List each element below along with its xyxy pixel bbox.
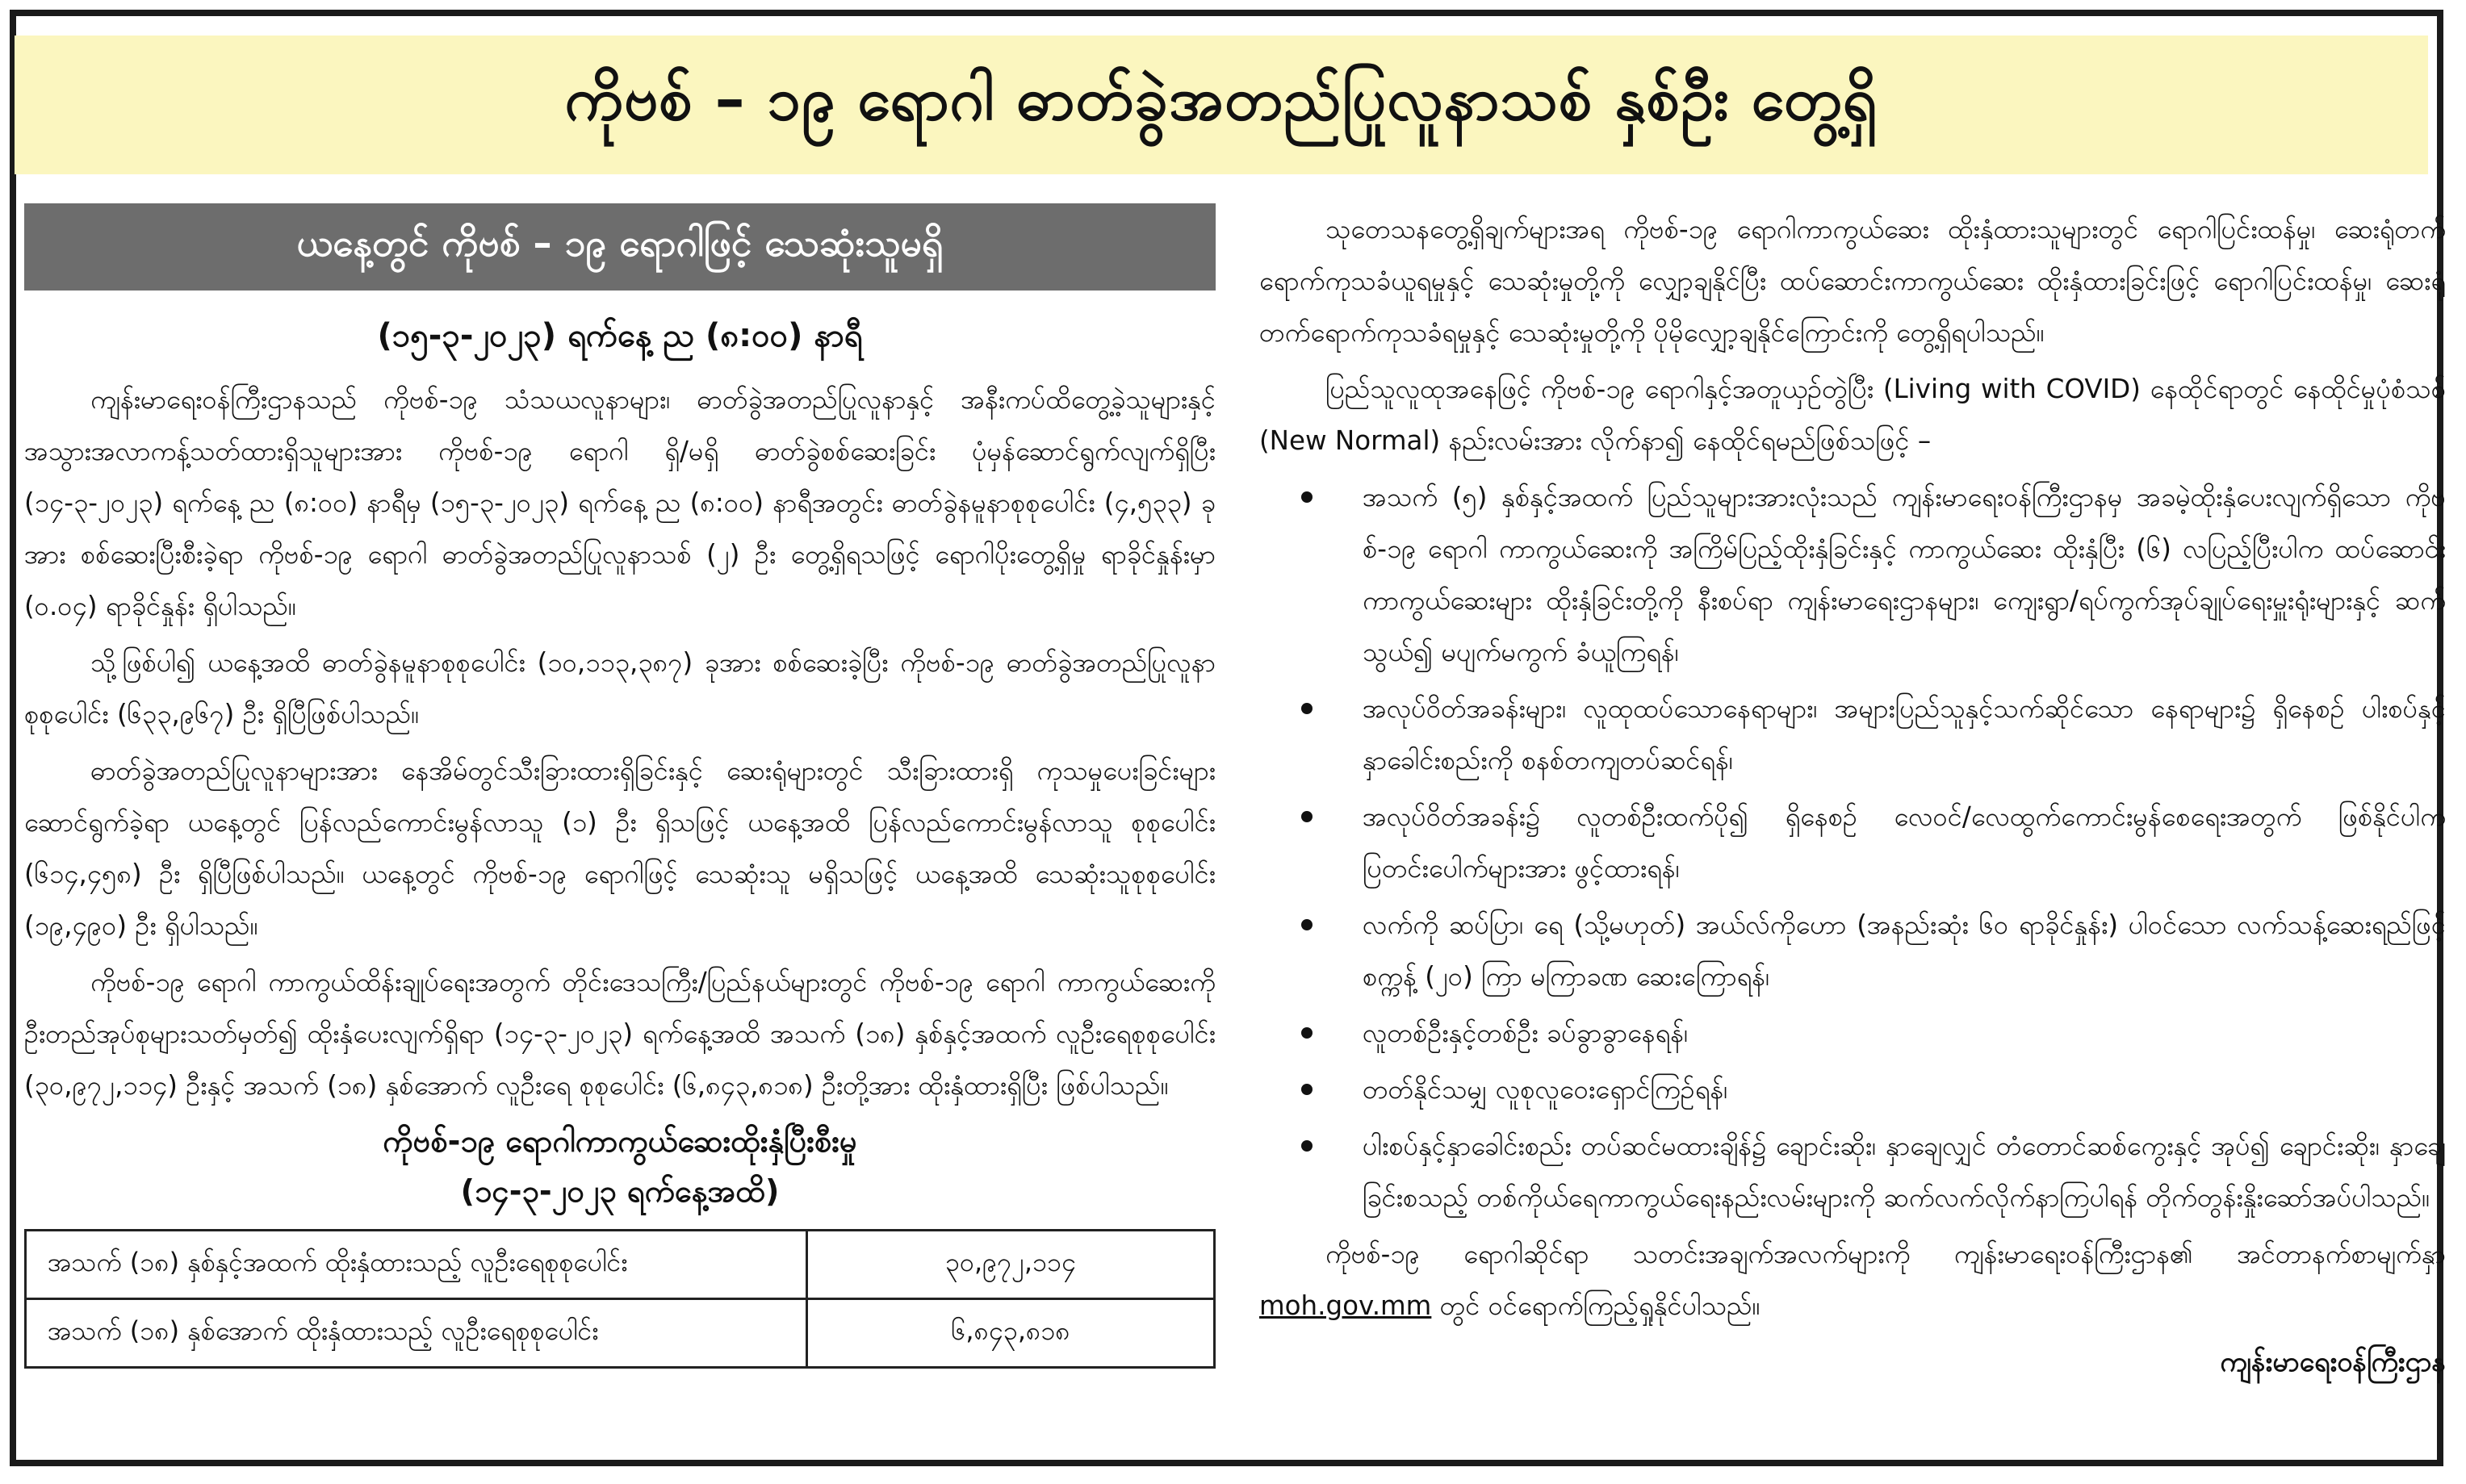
list-item: အလုပ်ဝိတ်အခန်း၌ လူတစ်ဦးထက်ပို၍ ရှိနေစဉ် လေဝင်/လေထွက်ကောင်းမွန်စေရေးအတွက် ဖြစ်နိုင်ပါက ပြတင်းပေါက်များအား ဖွင့်ထားရန်၊ [1259, 791, 2446, 894]
headline-banner [15, 36, 2428, 174]
right-column [1259, 203, 2446, 1454]
paragraph-recoveries: ဓာတ်ခွဲအတည်ပြုလူနာများအား နေအိမ်တွင်သီးခြားထားရှိခြင်းနှင့် ဆေးရုံများတွင် သီးခြားထားရှိ ကုသမှုပေးခြင်းများ ဆောင်ရွက်ခဲ့ရာ ယနေ့တွင် ပြန်လည်ကောင်းမွန်လာသူ (၁) ဦး ရှိသဖြင့် ယနေ့အထိ ပြန်လည်ကောင်းမွန်လာသူ စုစုပေါင်း (၆၁၄,၄၅၈) ဦး ရှိပြီဖြစ်ပါသည်။ ယနေ့တွင် ကိုဗစ်-၁၉ ရောဂါဖြင့် သေဆုံးသူ မရှိသဖြင့် ယနေ့အထိ သေဆုံးသူစုစုပေါင်း (၁၉,၄၉၀) ဦး ရှိပါသည်။ [24, 755, 1216, 941]
list-item: အသက် (၅) နှစ်နှင့်အထက် ပြည်သူများအားလုံးသည် ကျန်းမာရေးဝန်ကြီးဌာနမှ အခမဲ့ထိုးနှံပေးလျက်ရှိသော ကိုဗစ်-၁၉ ရောဂါ ကာကွယ်ဆေးကို အကြိမ်ပြည့်ထိုးနှံခြင်းနှင့် ကာကွယ်ဆေး ထိုးနှံပြီး (၆) လပြည့်ပြီးပါက ထပ်ဆောင်းကာကွယ်ဆေးများ ထိုးနှံခြင်းတို့ကို နီးစပ်ရာ ကျန်းမာရေးဌာနများ၊ ကျေးရွာ/ရပ်ကွက်အုပ်ချုပ်ရေးမှူးရုံးများနှင့် ဆက်သွယ်၍ မပျက်မကွက် ခံယူကြရန်၊ [1259, 471, 2446, 678]
list-item: လူတစ်ဦးနှင့်တစ်ဦး ခပ်ခွာခွာနေရန်၊ [1259, 1007, 2446, 1059]
list-item: တတ်နိုင်သမျှ လူစုလူဝေးရှောင်ကြဉ်ရန်၊ [1259, 1064, 2446, 1115]
paragraph-vaccination: ကိုဗစ်-၁၉ ရောဂါ ကာကွယ်ထိန်းချုပ်ရေးအတွက် တိုင်းဒေသကြီး/ပြည်နယ်များတွင် ကိုဗစ်-၁၉ ရောဂါ ကာကွယ်ဆေးကို ဦးတည်အုပ်စုများသတ်မှတ်၍ ထိုးနှံပေးလျက်ရှိရာ (၁၄-၃-၂၀၂၃) ရက်နေ့အထိ အသက် (၁၈) နှစ်နှင့်အထက် လူဦးရေစုစုပေါင်း (၃၀,၉၇၂,၁၁၄) ဦးနှင့် အသက် (၁၈) နှစ်အောက် လူဦးရေ စုစုပေါင်း (၆,၈၄၃,၈၁၈) ဦးတို့အား ထိုးနှံထားရှိပြီး ဖြစ်ပါသည်။ [24, 967, 1216, 1101]
website-link[interactable]: moh.gov.mm [1259, 1290, 1432, 1321]
bullet-icon [1301, 491, 1313, 503]
left-column [24, 203, 1216, 1454]
bullet-icon [1301, 811, 1313, 822]
bullet-icon [1301, 1084, 1313, 1095]
vaccination-table [24, 1229, 1216, 1369]
bullet-icon [1301, 1027, 1313, 1039]
table-row [26, 1231, 1215, 1299]
paragraph-website-info: ကိုဗစ်-၁၉ ရောဂါဆိုင်ရာ သတင်းအချက်အလက်များကို ကျန်းမာရေးဝန်ကြီးဌာန၏ အင်တာနက်စာမျက်နှာ moh.gov.mm တွင် ဝင်ရောက်ကြည့်ရှုနိုင်ပါသည်။ [1259, 1239, 2446, 1321]
paragraph-research-findings: သုတေသနတွေ့ရှိချက်များအရ ကိုဗစ်-၁၉ ရောဂါကာကွယ်ဆေး ထိုးနှံထားသူများတွင် ရောဂါပြင်းထန်မှု၊ ဆေးရုံတက်ရောက်ကုသခံယူရမှုနှင့် သေဆုံးမှုတို့ကို လျှော့ချနိုင်ပြီး ထပ်ဆောင်းကာကွယ်ဆေး ထိုးနှံထားခြင်းဖြင့် ရောဂါပြင်းထန်မှု၊ ဆေးရုံတက်ရောက်ကုသခံရမှုနှင့် သေဆုံးမှုတို့ကို ပိုမိုလျှော့ချနိုင်ကြောင်းကို တွေ့ရှိရပါသည်။ [1259, 214, 2446, 348]
list-item: ပါးစပ်နှင့်နှာခေါင်းစည်း တပ်ဆင်မထားချိန်၌ ချောင်းဆိုး၊ နှာချေလျှင် တံတောင်ဆစ်ကွေးနှင့် အုပ်၍ ချောင်းဆိုး၊ နှာချေခြင်းစသည့် တစ်ကိုယ်ရေကာကွယ်ရေးနည်းလမ်းများကို ဆက်လက်လိုက်နာကြပါရန် တိုက်တွန်းနှိုးဆော်အပ်ပါသည်။ [1259, 1120, 2446, 1223]
left-subhead-text: ယနေ့တွင် ကိုဗစ် – ၁၉ ရောဂါဖြင့် သေဆုံးသူမရှိ [296, 220, 944, 265]
guidance-list [1259, 471, 2446, 1223]
vaccine-table-title: ကိုဗစ်-၁၉ ရောဂါကာကွယ်ဆေးထိုးနှံပြီးစီးမှု [383, 1123, 857, 1159]
report-timestamp: (၁၅-၃-၂၀၂၃) ရက်နေ့ ည (၈:၀၀) နာရီ [377, 317, 863, 354]
bullet-icon [1301, 703, 1313, 714]
paragraph-total-cases: သို့ဖြစ်ပါ၍ ယနေ့အထိ ဓာတ်ခွဲနမူနာစုစုပေါင်း (၁၀,၁၁၃,၃၈၇) ခုအား စစ်ဆေးခဲ့ပြီး ကိုဗစ်-၁၉ ဓာတ်ခွဲအတည်ပြုလူနာ စုစုပေါင်း (၆၃၃,၉၆၇) ဦး ရှိပြီဖြစ်ပါသည်။ [24, 647, 1216, 729]
bullet-icon [1301, 919, 1313, 930]
table-cell-value: ၃၀,၉၇၂,၁၁၄ [807, 1231, 1215, 1299]
list-item: အလုပ်ဝိတ်အခန်းများ၊ လူထုထပ်သောနေရာများ၊ အများပြည်သူနှင့်သက်ဆိုင်သော နေရာများ၌ ရှိနေစဉ် ပါးစပ်နှင့်နှာခေါင်းစည်းကို စနစ်တကျတပ်ဆင်ရန်၊ [1259, 683, 2446, 786]
bullet-icon [1301, 1140, 1313, 1152]
paragraph-new-normal: ပြည်သူလူထုအနေဖြင့် ကိုဗစ်-၁၉ ရောဂါနှင့်အတူယှဉ်တွဲပြီး (Living with COVID) နေထိုင်ရာတွင် နေထိုင်မှုပုံစံသစ် (New Normal) နည်းလမ်းအား လိုက်နာ၍ နေထိုင်ရမည်ဖြစ်သဖြင့် – [1259, 374, 2446, 456]
list-item: လက်ကို ဆပ်ပြာ၊ ရေ (သို့မဟုတ်) အယ်လ်ကိုဟော (အနည်းဆုံး ၆၀ ရာခိုင်နှုန်း) ပါဝင်သော လက်သန့်ဆေးရည်ဖြင့် စက္ကန့် (၂၀) ကြာ မကြာခဏ ဆေးကြောရန်၊ [1259, 899, 2446, 1002]
table-cell-value: ၆,၈၄၃,၈၁၈ [807, 1299, 1215, 1368]
headline-text: ကိုဗစ် – ၁၉ ရောဂါ ဓာတ်ခွဲအတည်ပြုလူနာသစ် နှစ်ဦး တွေ့ရှိ [564, 64, 1878, 134]
left-subhead-bar [24, 203, 1216, 291]
ministry-signoff: ကျန်းမာရေးဝန်ကြီးဌာန [2220, 1346, 2446, 1378]
table-cell-label: အသက် (၁၈) နှစ်နှင့်အထက် ထိုးနှံထားသည့် လူဦးရေစုစုပေါင်း [26, 1231, 807, 1299]
paragraph-testing: ကျန်းမာရေးဝန်ကြီးဌာနသည် ကိုဗစ်-၁၉ သံသယလူနာများ၊ ဓာတ်ခွဲအတည်ပြုလူနာနှင့် အနီးကပ်ထိတွေ့ခဲ့သူများနှင့် အသွားအလာကန့်သတ်ထားရှိသူများအား ကိုဗစ်-၁၉ ရောဂါ ရှိ/မရှိ ဓာတ်ခွဲစစ်ဆေးခြင်း ပုံမှန်ဆောင်ရွက်လျက်ရှိပြီး (၁၄-၃-၂၀၂၃) ရက်နေ့ ည (၈:၀၀) နာရီမှ (၁၅-၃-၂၀၂၃) ရက်နေ့ ည (၈:၀၀) နာရီအတွင်း ဓာတ်ခွဲနမူနာစုစုပေါင်း (၄,၅၃၃) ခုအား စစ်ဆေးပြီးစီးခဲ့ရာ ကိုဗစ်-၁၉ ရောဂါ ဓာတ်ခွဲအတည်ပြုလူနာသစ် (၂) ဦး တွေ့ရှိရသဖြင့် ရောဂါပိုးတွေ့ရှိမှု ရာခိုင်နှုန်းမှာ (၀.၀၄) ရာခိုင်နှုန်း ရှိပါသည်။ [24, 384, 1216, 621]
table-cell-label: အသက် (၁၈) နှစ်အောက် ထိုးနှံထားသည့် လူဦးရေစုစုပေါင်း [26, 1299, 807, 1368]
table-row [26, 1299, 1215, 1368]
vaccine-table-subtitle: (၁၄-၃-၂၀၂၃ ရက်နေ့အထိ) [460, 1173, 780, 1209]
